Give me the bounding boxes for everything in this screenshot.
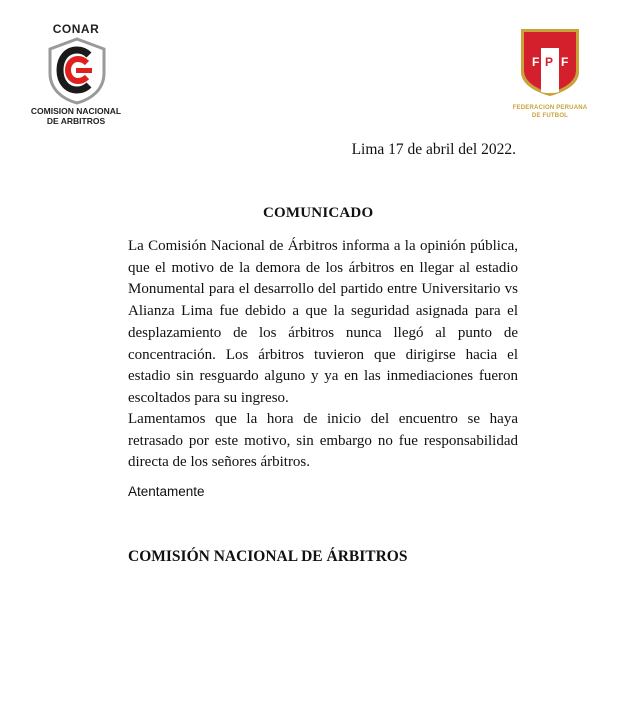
- conar-logo-subtitle: [14, 106, 138, 126]
- closing-salutation: Atentamente: [128, 484, 205, 499]
- fpf-logo-subtitle: [508, 104, 592, 120]
- document-date: Lima 17 de abril del 2022.: [351, 141, 516, 158]
- conar-shield-icon: [46, 37, 108, 105]
- signature-block: COMISIÓN NACIONAL DE ÁRBITROS: [128, 548, 408, 565]
- body-paragraph-1: La Comisión Nacional de Árbitros informa a la opinión pública, que el motivo de la demora de los árbitros en llegar al estadio Monumental para el desarrollo del partido entre Universitario vs Alianza Lima fue debido a que la seguridad asignada para el desplazamiento de los árbitros nunca llegó al punto de concentración. Los árbitros tuvieron que dirigirse hacia el estadio sin resguardo alguno y ya en las inmediaciones fueron escoltados para su ingreso.: [128, 238, 518, 406]
- conar-subtitle-line-1: COMISION NACIONAL: [30, 106, 122, 116]
- fpf-shield-icon: [517, 26, 583, 98]
- fpf-logo: [508, 26, 598, 128]
- fpf-initial-1: F: [532, 55, 540, 69]
- conar-logo-wordmark: CONAR: [52, 22, 100, 36]
- conar-logo: [14, 22, 138, 132]
- body-paragraph-2: Lamentamos que la hora de inicio del encuentro se haya retrasado por este motivo, sin embargo no fue responsabilidad directa de los señores árbitros.: [128, 411, 518, 471]
- fpf-subtitle-line-1: FEDERACION PERUANA: [512, 105, 588, 111]
- fpf-subtitle-line-2: DE FUTBOL: [531, 113, 569, 119]
- fpf-initial-3: F: [561, 55, 569, 69]
- fpf-initial-2: P: [545, 55, 554, 69]
- document-title: COMUNICADO: [263, 205, 374, 221]
- conar-subtitle-line-2: DE ARBITROS: [46, 116, 106, 126]
